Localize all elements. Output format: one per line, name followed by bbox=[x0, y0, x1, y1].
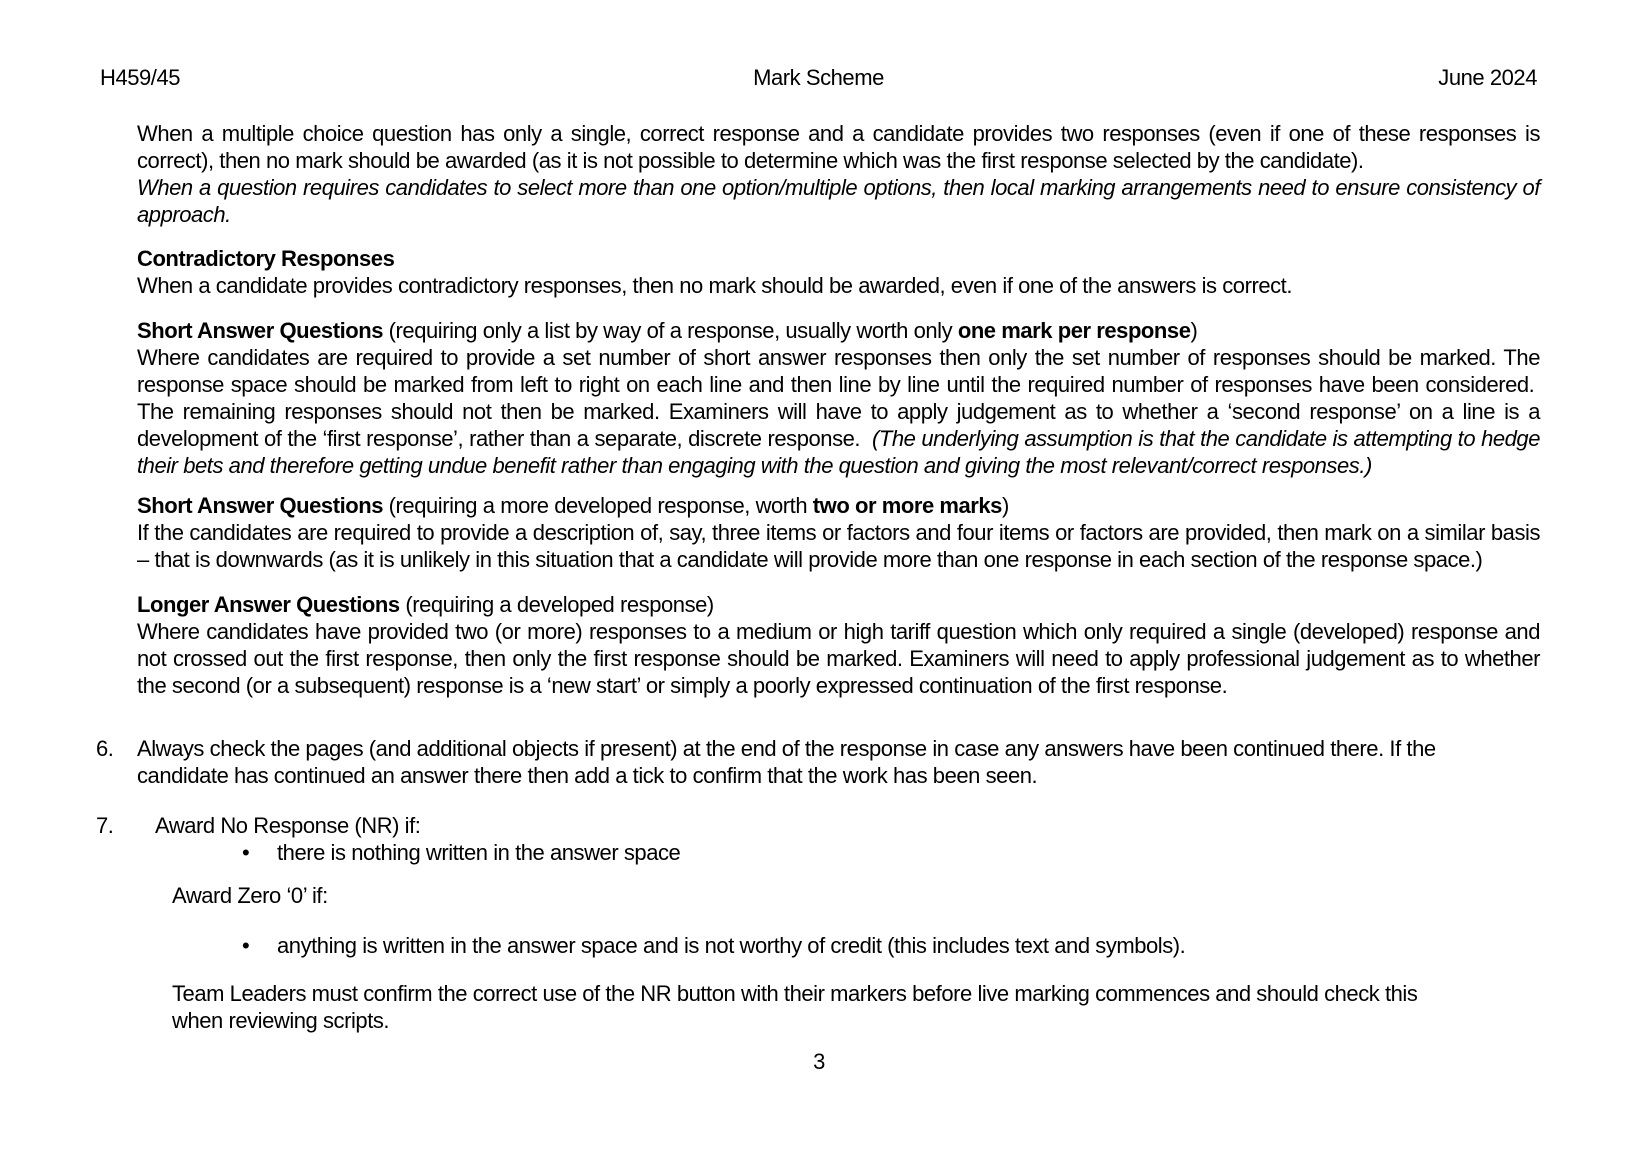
paragraph: When a candidate provides contradictory responses, then no mark should be awarded, even if one of the answers is correct. bbox=[137, 273, 1292, 298]
numbered-item-7 bbox=[96, 812, 1540, 866]
header-title: Mark Scheme bbox=[753, 65, 884, 90]
bullet-item bbox=[242, 932, 1540, 959]
heading-normal-text: ) bbox=[1001, 493, 1009, 518]
bullet-icon: • bbox=[242, 840, 250, 865]
section-heading bbox=[137, 591, 1540, 618]
numbered-item-6 bbox=[96, 735, 1540, 789]
bullet-icon: • bbox=[242, 933, 250, 958]
paragraph bbox=[137, 344, 1540, 479]
section-heading bbox=[137, 317, 1540, 344]
item-label: Award No Response (NR) if: bbox=[155, 813, 421, 838]
paragraph-multiple-options-note: When a question requires candidates to select more than one option/multiple options, then local marking arrangements need to ensure consistency of approach. bbox=[137, 175, 1540, 227]
heading-bold-text: Longer Answer Questions bbox=[137, 592, 400, 617]
paragraph-roman-text: Where candidates are required to provide a set number of short answer responses then only the set number of responses should be marked. The response space should be marked from left to right on each line and then line by line until the required number of responses have been considered. The remaining responses should not then be marked. Examiners will have to apply judgement as to whether a ‘second response’ on a line is a development of the ‘first response’, rather than a separate, discrete response. bbox=[137, 345, 1540, 451]
section-heading: Contradictory Responses bbox=[137, 246, 395, 271]
heading-normal-text: (requiring only a list by way of a response, usually worth only bbox=[383, 318, 958, 343]
section-contradictory-responses bbox=[137, 245, 1540, 299]
paragraph: Where candidates have provided two (or more) responses to a medium or high tariff question which only required a single (developed) response and not crossed out the first response, then only the first response should be marked. Examiners will need to apply professional judgement as to whether the second (or a subsequent) response is a ‘new start’ or simply a poorly expressed continuation of the first response. bbox=[137, 619, 1540, 698]
document-body bbox=[96, 120, 1540, 1034]
heading-normal-text: (requiring a more developed response, worth bbox=[383, 493, 813, 518]
paragraph-multiple-choice: When a multiple choice question has only a single, correct response and a candidate provides two responses (even if one of these responses is correct), then no mark should be awarded (as it is not possible to determine which was the first response selected by the candidate). bbox=[137, 121, 1540, 173]
heading-bold-text: one mark per response bbox=[957, 318, 1191, 343]
heading-bold-text: two or more marks bbox=[812, 493, 1002, 518]
header-doc-code: H459/45 bbox=[100, 65, 181, 90]
header-date: June 2024 bbox=[1438, 65, 1537, 90]
item-number: 6. bbox=[96, 736, 114, 761]
paragraph: Always check the pages (and additional objects if present) at the end of the response in case any answers have been continued there. If the candidate has continued an answer there then add a tick to confirm that the work has been seen. bbox=[137, 736, 1436, 788]
bullet-item bbox=[242, 839, 1540, 866]
heading-bold-text: Short Answer Questions bbox=[137, 493, 383, 518]
section-short-answer-developed bbox=[137, 492, 1540, 573]
heading-normal-text: ) bbox=[1190, 318, 1198, 343]
paragraph-italic-text: (The underlying assumption is that the candidate is attempting to hedge their bets and therefore getting undue benefit rather than engaging with the question and giving the most relevant/correct responses.) bbox=[137, 426, 1540, 478]
section-heading bbox=[137, 492, 1540, 519]
section-multiple-choice bbox=[137, 120, 1540, 228]
paragraph-team-leaders: Team Leaders must confirm the correct use of the NR button with their markers before live marking commences and should check this when reviewing scripts. bbox=[172, 981, 1418, 1033]
award-zero-label: Award Zero ‘0’ if: bbox=[172, 883, 328, 908]
section-short-answer-list bbox=[137, 317, 1540, 479]
item-number: 7. bbox=[96, 813, 114, 838]
page-number: 3 bbox=[813, 1049, 825, 1074]
section-longer-answer bbox=[137, 591, 1540, 699]
bullet-text: anything is written in the answer space and is not worthy of credit (this includes text and symbols). bbox=[277, 933, 1186, 958]
heading-bold-text: Short Answer Questions bbox=[137, 318, 383, 343]
page-header bbox=[0, 0, 1638, 91]
bullet-text: there is nothing written in the answer space bbox=[277, 840, 681, 865]
paragraph: If the candidates are required to provide a description of, say, three items or factors and four items or factors are provided, then mark on a similar basis – that is downwards (as it is unlikely in this situation that a candidate will provide more than one response in each section of the response space.) bbox=[137, 520, 1540, 572]
heading-normal-text: (requiring a developed response) bbox=[399, 592, 714, 617]
